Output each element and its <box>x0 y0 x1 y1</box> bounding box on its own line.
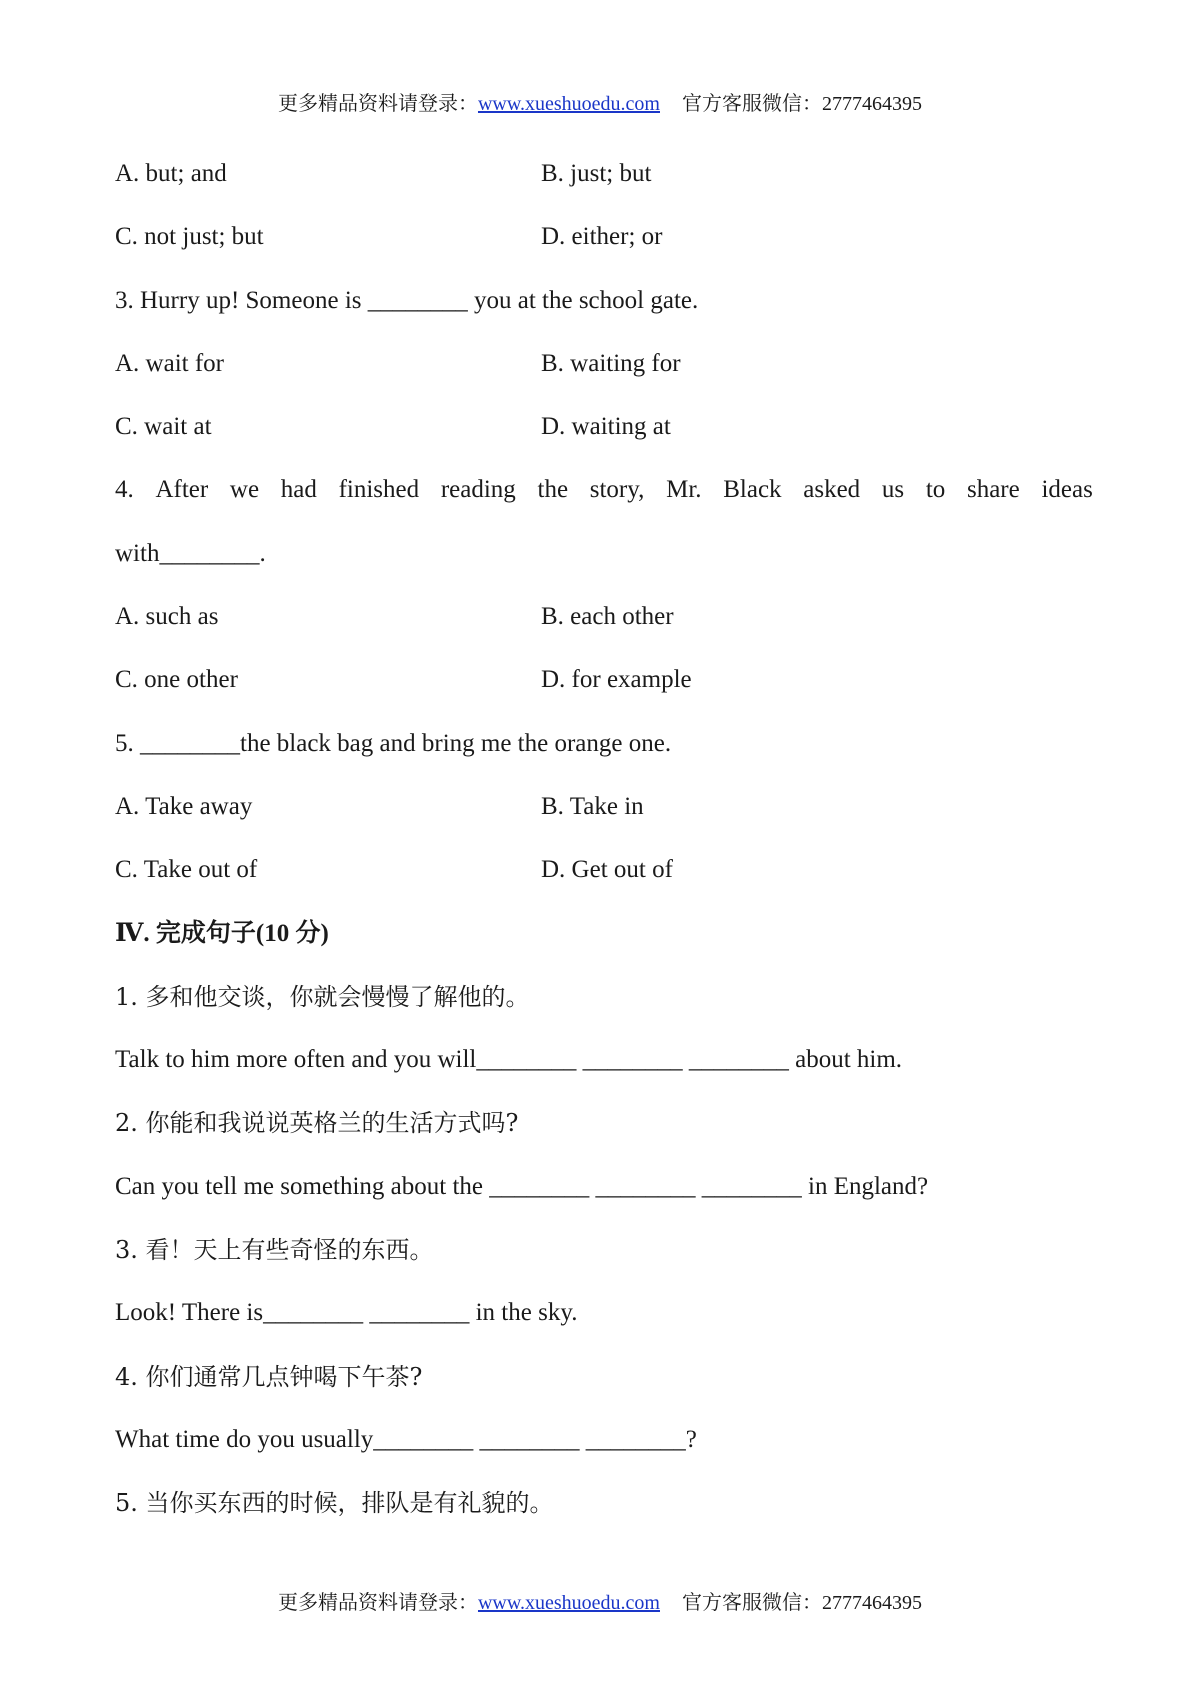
q4-word: finished <box>338 476 420 504</box>
q5-option-d: D. Get out of <box>541 856 673 884</box>
q3-option-a: A. wait for <box>115 349 224 377</box>
q4-word: us <box>881 476 905 504</box>
q2-option-a: A. but; and <box>115 160 227 187</box>
q4-word: Mr. <box>666 476 702 504</box>
footer-website-link[interactable]: www.xueshuoedu.com <box>477 1592 660 1614</box>
q2-options-row-1 <box>115 152 1093 215</box>
q4-word: we <box>229 476 260 504</box>
q4-stem <box>115 468 1093 531</box>
q4-options-row-1 <box>115 595 1093 658</box>
page-footer <box>0 1586 1200 1615</box>
q2-option-d: D. either; or <box>541 223 663 251</box>
q3-options-row-2 <box>115 405 1093 468</box>
q2-option-c: C. not just; but <box>115 223 264 251</box>
header-service: 官方客服微信：2777464395 <box>682 93 922 115</box>
q3-option-c: C. wait at <box>115 413 212 441</box>
q4-options-row-2 <box>115 658 1093 721</box>
s4-item-1-english: Talk to him more often and you will________ ________ ________ about him. <box>115 1046 903 1074</box>
s4-item-2-english: Can you tell me something about the ________ ________ ________ in England? <box>115 1172 929 1200</box>
q4-word: had <box>280 476 317 504</box>
q3-options-row-1 <box>115 342 1093 405</box>
section-4-title: Ⅳ. 完成句子(10 分) <box>115 919 329 947</box>
q4-word: share <box>966 476 1020 504</box>
q2-options-row-2 <box>115 215 1093 278</box>
q4-word: 4. <box>115 476 134 504</box>
q4-word: ideas <box>1041 476 1093 504</box>
s4-item-4-chinese: 4. 你们通常几点钟喝下午茶? <box>115 1362 423 1391</box>
q4-option-d: D. for example <box>541 666 692 694</box>
header-prefix: 更多精品资料请登录： <box>277 93 478 115</box>
header-website-link[interactable]: www.xueshuoedu.com <box>477 93 660 115</box>
q3-option-b: B. waiting for <box>541 349 681 377</box>
q4-word: After <box>155 476 209 504</box>
page-header <box>0 87 1200 116</box>
q5-option-b: B. Take in <box>541 792 644 820</box>
s4-item-2-chinese: 2. 你能和我说说英格兰的生活方式吗? <box>115 1109 519 1138</box>
q4-word: to <box>925 476 946 504</box>
q4-word: reading <box>440 476 516 504</box>
q4-word: story, <box>589 476 645 504</box>
s4-item-3-english: Look! There is________ ________ in the sky. <box>115 1299 578 1327</box>
q4-option-a: A. such as <box>115 603 219 631</box>
s4-item-5-chinese: 5. 当你买东西的时候，排队是有礼貌的。 <box>115 1489 554 1518</box>
question-content <box>115 152 1093 1545</box>
q4-word: asked <box>803 476 861 504</box>
s4-item-1-chinese: 1. 多和他交谈，你就会慢慢了解他的。 <box>115 982 530 1011</box>
q4-stem-continuation: with________. <box>115 539 266 567</box>
q4-word: the <box>537 476 569 504</box>
q5-options-row-1 <box>115 785 1093 848</box>
q5-options-row-2 <box>115 848 1093 911</box>
q4-word: Black <box>723 476 782 504</box>
s4-item-4-english: What time do you usually________ ________ ________? <box>115 1425 697 1453</box>
footer-service: 官方客服微信：2777464395 <box>682 1592 922 1614</box>
q4-option-c: C. one other <box>115 666 238 694</box>
q5-stem: 5. ________the black bag and bring me the orange one. <box>115 729 672 757</box>
q4-option-b: B. each other <box>541 603 674 631</box>
s4-item-3-chinese: 3. 看！天上有些奇怪的东西。 <box>115 1236 434 1265</box>
q3-option-d: D. waiting at <box>541 413 671 441</box>
q3-stem: 3. Hurry up! Someone is ________ you at the school gate. <box>115 286 699 314</box>
footer-prefix: 更多精品资料请登录： <box>277 1592 478 1614</box>
q5-option-a: A. Take away <box>115 792 253 820</box>
q5-option-c: C. Take out of <box>115 856 258 884</box>
q2-option-b: B. just; but <box>541 160 652 187</box>
